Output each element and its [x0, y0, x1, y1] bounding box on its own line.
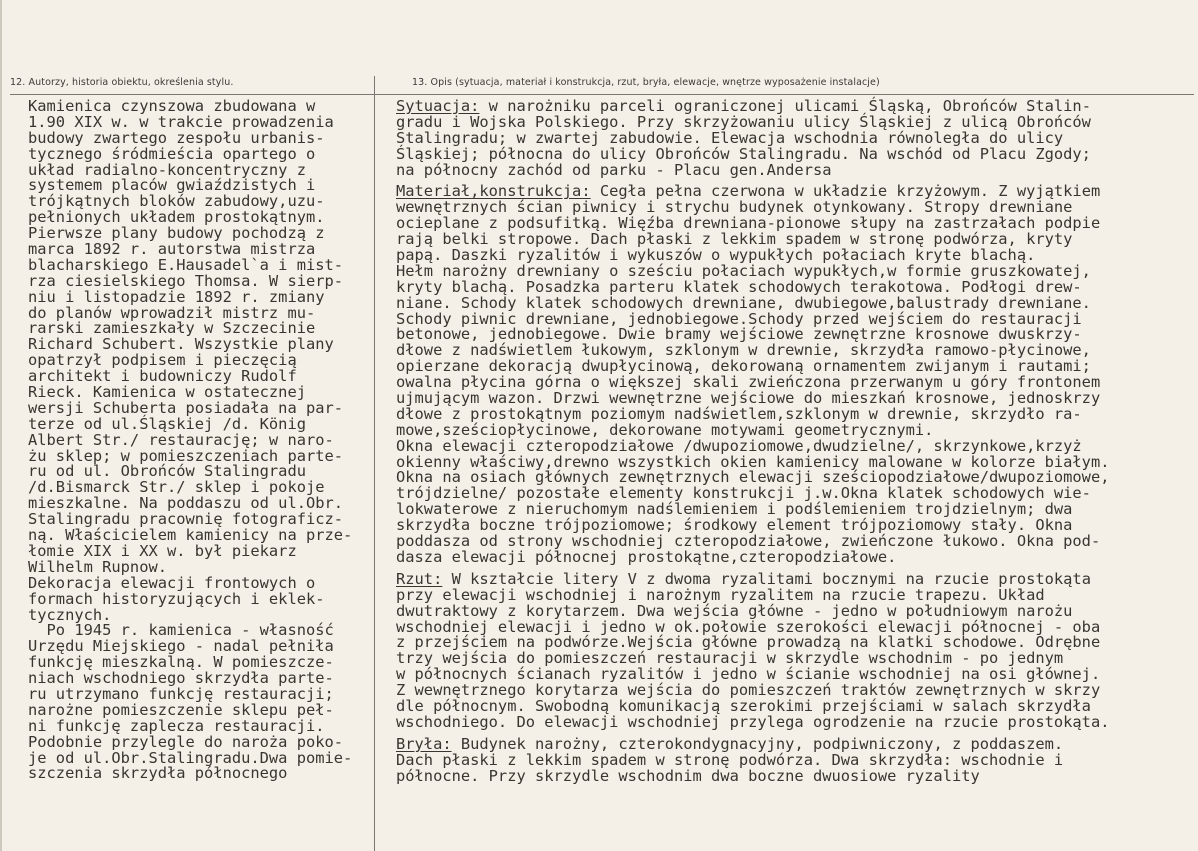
section-line: niane. Schody klatek schodowych drewniane, dwubiegowe,balustrady drewniane.: [396, 293, 1091, 312]
history-line: tycznego śródmieścia opartego o: [28, 144, 316, 163]
history-line: szczenia skrzydła północnego: [28, 764, 288, 783]
history-line: wersji Schuberta posiadała na par-: [28, 398, 344, 417]
section-bryla: [396, 734, 1196, 785]
left-column-header: 12. Autorzy, historia obiektu, określenia stylu.: [10, 77, 234, 88]
history-line: żu sklep; w pomieszczeniach parte-: [28, 446, 344, 465]
section-line: na północny zachód od parku - Placu gen.Andersa: [396, 160, 832, 179]
history-line: trójkątnych bloków zabudowy,uzu-: [28, 192, 325, 211]
section-label: Rzut:: [396, 569, 443, 588]
history-line: Podobnie przylegle do naroża poko-: [28, 732, 344, 751]
section-line: skrzydła boczne trójpoziomowe; środkowy element trójpoziomowy stały. Okna: [396, 516, 1073, 535]
history-line: opatrzył podpisem i pieczęcią: [28, 351, 297, 370]
history-line: 1.90 XIX w. w trakcie prowadzenia: [28, 112, 334, 131]
history-line: ru od ul. Obrońców Stalingradu: [28, 462, 306, 481]
history-line: mieszkalne. Na poddaszu od ul.Obr.: [28, 494, 344, 513]
section-line: gradu i Wojska Polskiego. Przy skrzyżowaniu ulicy Śląskiej z ulicą Obrońców: [396, 112, 1091, 131]
section-line: dwutraktowy z korytarzem. Dwa wejścia główne - jedno w południowym narożu: [396, 601, 1073, 620]
section-line: trójdzielne/ pozostałe elementy konstrukcji j.w.Okna klatek schodowych wie-: [396, 484, 1091, 503]
history-line: łomie XIX i XX w. był piekarz: [28, 541, 297, 560]
header-rule: [10, 94, 1194, 95]
history-line: niach wschodniego skrzydła parte-: [28, 669, 334, 688]
section-line: opierzane dekoracją dwupłycinową, dekorowaną ornamentem zwijanym i rautami;: [396, 357, 1091, 376]
section-line: północne. Przy skrzydle wschodnim dwa boczne dwuosiowe ryzality: [396, 766, 980, 785]
section-line: Z wewnętrznego korytarza wejścia do pomieszczeń traktów zewnętrznych w skrzy: [396, 681, 1101, 700]
section-sytuacja: [396, 99, 1196, 178]
section-line: papą. Daszki ryzalitów i wykuszów o wypukłych połaciach kryte blachą.: [396, 246, 1036, 265]
history-line: terze od ul.Śląskiej /d. König: [28, 414, 306, 433]
history-line: blacharskiego E.Hausadel`a i mist-: [28, 255, 344, 274]
history-line: rarski zamieszkały w Szczecinie: [28, 319, 316, 338]
history-line: narożne pomieszczenie sklepu peł-: [28, 700, 334, 719]
history-line: do planów wprowadził mistrz mu-: [28, 303, 316, 322]
section-line: dle północnym. Swobodną komunikacją szerokimi przejściami w salach skrzydła: [396, 696, 1091, 715]
history-line: Richard Schubert. Wszystkie plany: [28, 335, 334, 354]
section-label: Bryła:: [396, 734, 452, 753]
section-line: Okna elewacji czteropodziałowe /dwupoziomowe,dwudzielne/, skrzynkowe,krzyż: [396, 436, 1082, 455]
history-line: Dekoracja elewacji frontowych o: [28, 573, 316, 592]
section-line: okienny właściwy,drewno wszystkich okien kamienicy malowane w kolorze białym.: [396, 452, 1110, 471]
history-line: formach historyzujących i eklek-: [28, 589, 325, 608]
right-column-header: 13. Opis (sytuacja, materiał i konstrukcja, rzut, bryła, elewacje, wnętrze wyposażenie instalacje): [412, 77, 880, 88]
section-line: w północnych ścianach ryzalitów i jedno w ścianie wschodniej na osi głównej.: [396, 665, 1101, 684]
section-text: W kształcie litery V z dwoma ryzalitami bocznymi na rzucie prostokąta: [442, 569, 1091, 588]
section-label: Sytuacja:: [396, 97, 480, 115]
section-line: wewnętrznych ścian piwnicy i strychu budynek otynkowany. Stropy drewniane: [396, 198, 1073, 217]
section-line: dłowe z nadświetlem łukowym, szklonym w drewnie, skrzydła ramowo-płycinowe,: [396, 341, 1091, 360]
section-rzut: [396, 569, 1196, 731]
section-line: Dach płaski z lekkim spadem w stronę podwórza. Dwa skrzydła: wschodnie i: [396, 750, 1064, 769]
section-line: rają belki stropowe. Dach płaski z lekkim spadem w stronę podwórza, kryty: [396, 230, 1073, 249]
section-label: Materiał,konstrukcja:: [396, 182, 591, 201]
section-line: betonowe, jednobiegowe. Dwie bramy wejściowe zewnętrzne krosnowe dwuskrzy-: [396, 325, 1082, 344]
history-line: ni funkcję zaplecza restauracji.: [28, 716, 325, 735]
column-divider: [374, 76, 375, 851]
description-text: [396, 99, 1196, 784]
history-line: budowy zwartego zespołu urbanis-: [28, 128, 325, 147]
history-line: Stalingradu pracownię fotograficz-: [28, 510, 344, 529]
history-line: Rieck. Kamienica w ostatecznej: [28, 383, 306, 402]
history-line: Wilhelm Rupnow.: [28, 557, 167, 576]
history-line: systemem placów gwiaździstych i: [28, 176, 316, 195]
history-line: Urzędu Miejskiego - nadal pełniła: [28, 637, 334, 656]
history-line: Kamienica czynszowa zbudowana w: [28, 97, 316, 115]
history-line: pełnionych układem prostokątnym.: [28, 208, 325, 227]
section-text: Budynek narożny, czterokondygnacyjny, podpiwniczony, z poddaszem.: [451, 734, 1064, 753]
history-line: układ radialno-koncentryczny z: [28, 160, 306, 179]
section-line: dłowe z prostokątnym poziomym nadświetlem,szklonym w drewnie, skrzydło ra-: [396, 404, 1082, 423]
history-line: /d.Bismarck Str./ sklep i pokoje: [28, 478, 325, 497]
section-line: poddasza od strony wschodniej czteropodziałowe, zwieńczone łukowo. Okna pod-: [396, 532, 1101, 551]
section-line: dasza elewacji północnej prostokątne,czteropodziałowe.: [396, 547, 897, 566]
history-line: funkcję mieszkalną. W pomieszcze-: [28, 653, 334, 672]
history-line: architekt i budowniczy Rudolf: [28, 367, 297, 386]
section-line: Śląskiej; północna do ulicy Obrońców Stalingradu. Na wschód od Placu Zgody;: [396, 144, 1091, 163]
section-line: Stalingradu; w zwartej zabudowie. Elewacja wschodnia równoległa do ulicy: [396, 128, 1064, 147]
history-line: Pierwsze plany budowy pochodzą z: [28, 224, 325, 243]
history-line: marca 1892 r. autorstwa mistrza: [28, 240, 316, 259]
section-line: wschodniej elewacji i jedno w ok.połowie szerokości elewacji północnej - oba: [396, 617, 1101, 636]
history-line: ną. Właścicielem kamienicy na prze-: [28, 526, 353, 545]
section-line: mowe,sześciopłycinowe, dekorowane motywami geometrycznymi.: [396, 420, 934, 439]
section-line: Schody piwnic drewniane, jednobiegowe.Schody przed wejściem do restauracji: [396, 309, 1082, 328]
section-line: kryty blachą. Posadzka parteru klatek schodowych terakotowa. Podłogi drew-: [396, 277, 1082, 296]
section-line: owalna płycina górna o większej skali zwieńczona przerwanym u góry frontonem: [396, 373, 1101, 392]
history-line: Albert Str./ restaurację; w naro-: [28, 430, 334, 449]
section-line: wschodniego. Do elewacji wschodniej przylega ogrodzenie na rzucie prostokąta.: [396, 712, 1110, 731]
section-line: lokwaterowe z nieruchomym nadślemieniem i podślemieniem trojdzielnym; dwa: [396, 500, 1073, 519]
history-line: rza ciesielskiego Thomsa. W sierp-: [28, 271, 344, 290]
section-line: przy elewacji wschodniej i narożnym ryzalitem na rzucie trapezu. Układ: [396, 585, 1045, 604]
history-text: [28, 99, 372, 782]
history-line: Po 1945 r. kamienica - własność: [28, 621, 334, 640]
section-text: Cegła pełna czerwona w układzie krzyżowym. Z wyjątkiem: [590, 182, 1101, 201]
section-line: trzy wejścia do pomieszczeń restauracji w skrzydle wschodnim - po jednym: [396, 649, 1064, 668]
section-line: Okna na osiach głównych zewnętrznych elewacji sześciopodziałowe/dwupoziomowe,: [396, 468, 1110, 487]
section-line: ocieplane z podsufitką. Więźba drewniana-pionowe słupy na zastrzałach podpie: [396, 214, 1101, 233]
section-line: ujmującym wazon. Drzwi wewnętrzne wejściowe do mieszkań krosnowe, jednoskrzy: [396, 389, 1101, 408]
history-line: niu i listopadzie 1892 r. zmiany: [28, 287, 325, 306]
history-line: je od ul.Obr.Stalingradu.Dwa pomie-: [28, 748, 353, 767]
section-line: Hełm narożny drewniany o sześciu połaciach wypukłych,w formie gruszkowatej,: [396, 261, 1091, 280]
history-line: tycznych.: [28, 605, 112, 624]
section-line: z przejściem na podwórze.Wejścia główne prowadzą na klatki schodowe. Odrębne: [396, 633, 1101, 652]
history-line: ru utrzymano funkcję restauracji;: [28, 684, 334, 703]
section-text: w narożniku parceli ograniczonej ulicami Śląską, Obrońców Stalin-: [479, 97, 1091, 115]
section-material: [396, 184, 1196, 565]
